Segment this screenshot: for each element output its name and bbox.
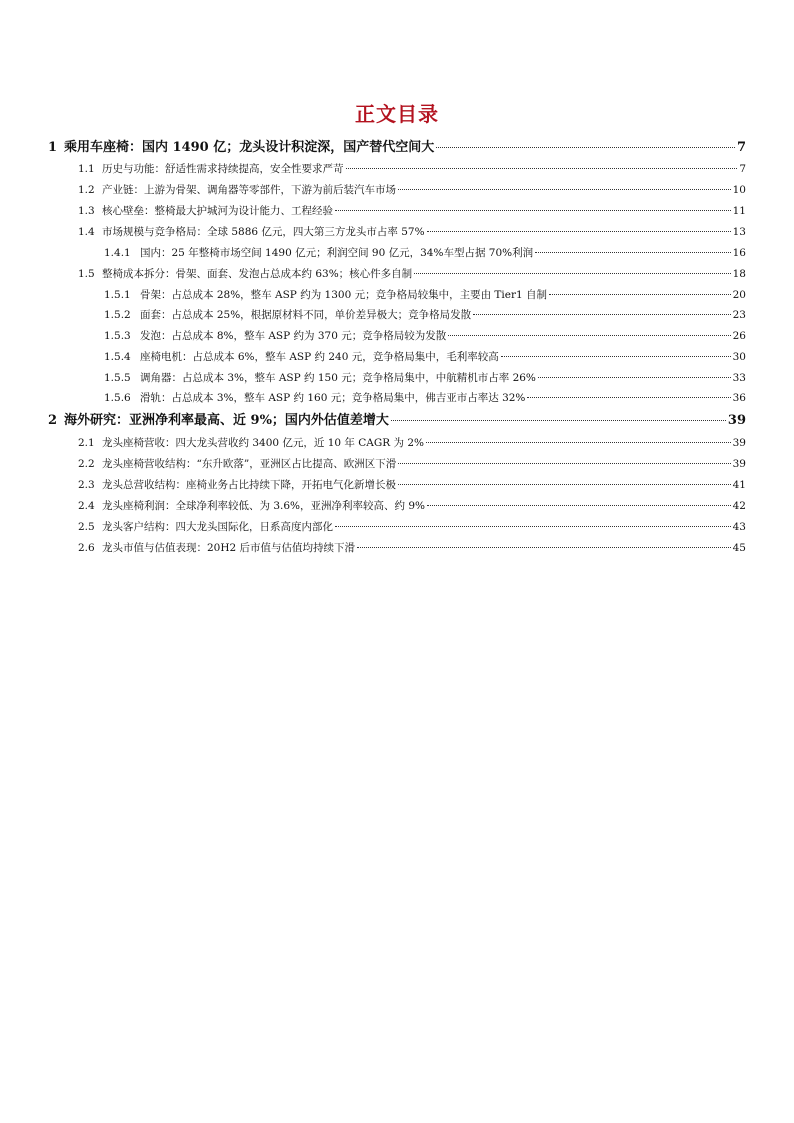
toc-text: 整椅成本拆分：骨架、面套、发泡占总成本约 63%；核心件多自制 xyxy=(102,268,413,280)
toc-page: 16 xyxy=(732,247,746,259)
toc-entry-1-4-1[interactable] xyxy=(104,245,746,261)
toc-entry-1-5-3[interactable] xyxy=(104,328,746,344)
toc-page: 23 xyxy=(732,309,746,321)
toc-page: 20 xyxy=(732,289,746,301)
toc-text: 龙头座椅营收：四大龙头营收约 3400 亿元，近 10 年 CAGR 为 2% xyxy=(102,437,425,449)
toc-text: 海外研究：亚洲净利率最高、近 9%；国内外估值差增大 xyxy=(64,413,389,428)
page-title: 正文目录 xyxy=(355,102,439,126)
toc-page: 43 xyxy=(732,521,746,533)
toc-entry-2-1[interactable] xyxy=(78,435,746,451)
toc-number: 1.5.1 xyxy=(104,289,131,301)
toc-leader xyxy=(335,526,731,527)
toc-leader xyxy=(549,294,731,295)
toc-entry-2-3[interactable] xyxy=(78,477,746,493)
toc-entry-1-5-6[interactable] xyxy=(104,390,746,406)
toc-leader xyxy=(335,210,731,211)
toc-number: 1.4.1 xyxy=(104,247,131,259)
toc-page: 33 xyxy=(732,372,746,384)
toc-text: 龙头座椅营收结构：“东升欧落”，亚洲区占比提高、欧洲区下滑 xyxy=(102,458,397,470)
toc-number: 1.5.5 xyxy=(104,372,131,384)
toc-number: 1.2 xyxy=(78,184,95,196)
toc-number: 1.5.4 xyxy=(104,351,131,363)
toc-leader xyxy=(501,356,731,357)
toc-page: 13 xyxy=(732,226,746,238)
toc-text: 乘用车座椅：国内 1490 亿；龙头设计积淀深，国产替代空间大 xyxy=(64,140,435,155)
toc-leader xyxy=(436,147,735,148)
toc-leader xyxy=(414,273,730,274)
toc-entry-1-5-1[interactable] xyxy=(104,287,746,303)
toc-text: 骨架：占总成本 28%，整车 ASP 约为 1300 元；竞争格局较集中，主要由 Tier1 自制 xyxy=(140,289,548,301)
toc-entry-1-5-5[interactable] xyxy=(104,370,746,386)
toc-entry-2-4[interactable] xyxy=(78,498,746,514)
toc-entry-1-5-4[interactable] xyxy=(104,349,746,365)
toc-number: 1.5 xyxy=(78,268,95,280)
toc-leader xyxy=(538,377,731,378)
toc-page: 36 xyxy=(732,392,746,404)
toc-leader xyxy=(346,168,738,169)
toc-leader xyxy=(527,397,730,398)
toc-number: 2.4 xyxy=(78,500,95,512)
toc-text: 核心壁垒：整椅最大护城河为设计能力、工程经验 xyxy=(102,205,333,217)
toc-leader xyxy=(357,547,731,548)
toc-entry-1-2[interactable] xyxy=(78,182,746,198)
toc-number: 2.3 xyxy=(78,479,95,491)
toc-entry-1-4[interactable] xyxy=(78,224,746,240)
toc-page: 39 xyxy=(732,458,746,470)
toc-entry-1-3[interactable] xyxy=(78,203,746,219)
toc-entry-2-2[interactable] xyxy=(78,456,746,472)
toc-text: 历史与功能：舒适性需求持续提高，安全性要求严苛 xyxy=(102,163,344,175)
toc-text: 调角器：占总成本 3%，整车 ASP 约 150 元；竞争格局集中，中航精机市占率 26% xyxy=(140,372,536,384)
toc-text: 国内：25 年整椅市场空间 1490 亿元；利润空间 90 亿元，34%车型占据 70%利润 xyxy=(140,247,534,259)
toc-leader xyxy=(535,252,730,253)
toc-page: 45 xyxy=(732,542,746,554)
toc-text: 龙头总营收结构：座椅业务占比持续下降，开拓电气化新增长极 xyxy=(102,479,396,491)
toc-number: 2.1 xyxy=(78,437,95,449)
toc-text: 龙头客户结构：四大龙头国际化，日系高度内部化 xyxy=(102,521,333,533)
toc-number: 2.5 xyxy=(78,521,95,533)
toc-page: 11 xyxy=(732,205,746,217)
toc-leader xyxy=(398,463,730,464)
toc-number: 1.5.3 xyxy=(104,330,131,342)
toc-number: 2.6 xyxy=(78,542,95,554)
toc-number: 1.3 xyxy=(78,205,95,217)
toc-text: 座椅电机：占总成本 6%，整车 ASP 约 240 元，竞争格局集中，毛利率较高 xyxy=(140,351,499,363)
toc-entry-2[interactable] xyxy=(48,409,746,429)
toc-page: 26 xyxy=(732,330,746,342)
toc-text: 面套：占总成本 25%，根据原材料不同，单价差异极大；竞争格局发散 xyxy=(140,309,472,321)
toc-page: 39 xyxy=(732,437,746,449)
toc-entry-1-1[interactable] xyxy=(78,161,746,177)
toc-entry-2-5[interactable] xyxy=(78,519,746,535)
toc-entry-1[interactable] xyxy=(48,136,746,156)
toc-page: 30 xyxy=(732,351,746,363)
toc-entry-1-5-2[interactable] xyxy=(104,307,746,323)
toc-leader xyxy=(473,314,730,315)
toc-page: 42 xyxy=(732,500,746,512)
toc-leader xyxy=(398,484,731,485)
toc-page: 18 xyxy=(732,268,746,280)
toc-number: 1.1 xyxy=(78,163,95,175)
toc-number: 2 xyxy=(48,413,58,428)
toc-number: 1.5.2 xyxy=(104,309,131,321)
toc-text: 市场规模与竞争格局：全球 5886 亿元，四大第三方龙头市占率 57% xyxy=(102,226,425,238)
toc-page: 7 xyxy=(739,163,746,175)
toc-page: 7 xyxy=(736,140,746,155)
toc-page: 10 xyxy=(732,184,746,196)
toc-leader xyxy=(398,189,731,190)
toc-number: 1.4 xyxy=(78,226,95,238)
toc-entry-2-6[interactable] xyxy=(78,540,746,556)
toc-number: 1 xyxy=(48,140,58,155)
toc-text: 龙头市值与估值表现：20H2 后市值与估值均持续下滑 xyxy=(102,542,356,554)
toc-number: 2.2 xyxy=(78,458,95,470)
toc-text: 龙头座椅利润：全球净利率较低、为 3.6%，亚洲净利率较高、约 9% xyxy=(102,500,426,512)
toc-text: 发泡：占总成本 8%，整车 ASP 约为 370 元；竞争格局较为发散 xyxy=(140,330,447,342)
toc-leader xyxy=(448,335,730,336)
toc-page: 41 xyxy=(732,479,746,491)
toc-page: 39 xyxy=(727,413,746,428)
toc-entry-1-5[interactable] xyxy=(78,266,746,282)
toc-leader xyxy=(426,442,731,443)
toc-leader xyxy=(427,231,731,232)
toc-text: 产业链：上游为骨架、调角器等零部件，下游为前后装汽车市场 xyxy=(102,184,396,196)
toc-number: 1.5.6 xyxy=(104,392,131,404)
toc-leader xyxy=(391,420,726,421)
toc-leader xyxy=(427,505,731,506)
toc-text: 滑轨：占总成本 3%，整车 ASP 约 160 元；竞争格局集中，佛吉亚市占率达 32% xyxy=(140,392,526,404)
